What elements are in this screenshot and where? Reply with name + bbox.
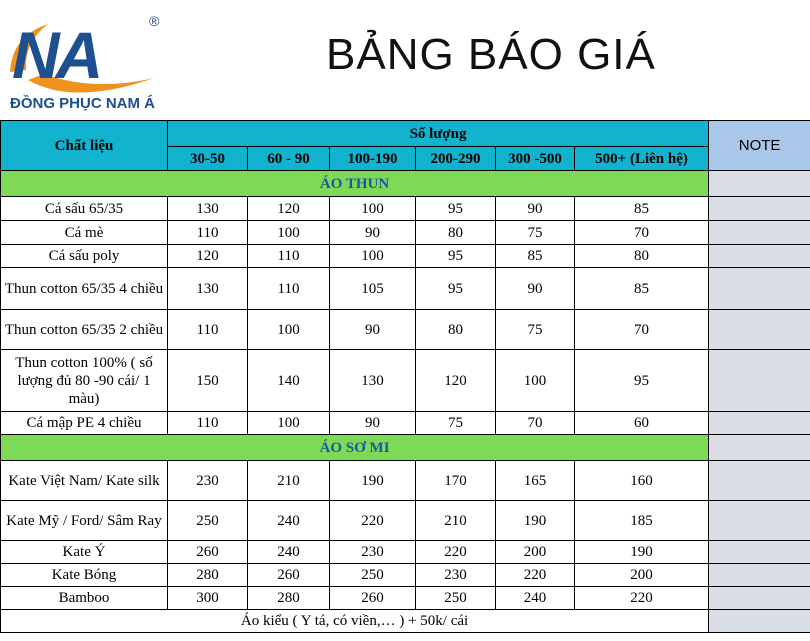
price-cell: 160 [575, 461, 709, 501]
price-cell: 75 [496, 310, 575, 350]
material-name: Cá sấu 65/35 [1, 197, 168, 221]
price-cell: 100 [330, 245, 416, 268]
logo-brand-name: ĐỒNG PHỤC NAM Á [10, 95, 155, 112]
price-cell: 220 [330, 501, 416, 541]
price-cell: 230 [330, 541, 416, 564]
page-title: BẢNG BÁO GIÁ [326, 30, 656, 79]
price-cell: 120 [168, 245, 248, 268]
price-cell: 95 [416, 197, 496, 221]
note-cell [709, 310, 810, 350]
material-name: Kate Bóng [1, 564, 168, 587]
price-cell: 190 [496, 501, 575, 541]
price-cell: 150 [168, 350, 248, 412]
note-cell [709, 197, 810, 221]
price-cell: 185 [575, 501, 709, 541]
quantity-header: Số lượng [168, 121, 709, 147]
price-table-body [1, 171, 810, 610]
footer-note: Áo kiểu ( Y tá, có viền,… ) + 50k/ cái [1, 610, 709, 633]
note-cell [709, 435, 810, 461]
price-cell: 110 [248, 268, 330, 310]
price-cell: 250 [330, 564, 416, 587]
material-name: Thun cotton 65/35 4 chiều [1, 268, 168, 310]
table-row [1, 587, 810, 610]
price-cell: 95 [416, 245, 496, 268]
price-cell: 250 [168, 501, 248, 541]
price-cell: 170 [416, 461, 496, 501]
table-row [1, 564, 810, 587]
note-cell [709, 541, 810, 564]
price-cell: 90 [330, 412, 416, 435]
table-row [1, 197, 810, 221]
table-row [1, 350, 810, 412]
material-header: Chất liệu [1, 121, 168, 171]
table-row [1, 221, 810, 245]
price-cell: 60 [575, 412, 709, 435]
material-name: Thun cotton 100% ( số lượng đủ 80 -90 cái/ 1 màu) [1, 350, 168, 412]
price-cell: 105 [330, 268, 416, 310]
quantity-range-0: 30-50 [168, 147, 248, 171]
price-cell: 165 [496, 461, 575, 501]
price-cell: 130 [168, 268, 248, 310]
price-cell: 190 [330, 461, 416, 501]
price-cell: 95 [416, 268, 496, 310]
section-row [1, 435, 810, 461]
note-header: NOTE [709, 121, 810, 171]
note-cell [709, 501, 810, 541]
price-cell: 100 [248, 221, 330, 245]
price-cell: 260 [248, 564, 330, 587]
section-title: ÁO SƠ MI [1, 435, 709, 461]
price-cell: 80 [575, 245, 709, 268]
table-row [1, 268, 810, 310]
note-cell [709, 171, 810, 197]
table-row [1, 461, 810, 501]
logo-registered-mark: ® [149, 13, 160, 29]
material-name: Kate Ý [1, 541, 168, 564]
price-cell: 240 [248, 501, 330, 541]
material-name: Cá mè [1, 221, 168, 245]
price-cell: 90 [330, 310, 416, 350]
price-cell: 75 [416, 412, 496, 435]
price-cell: 85 [575, 197, 709, 221]
price-cell: 190 [575, 541, 709, 564]
price-cell: 110 [168, 221, 248, 245]
price-cell: 90 [496, 268, 575, 310]
price-cell: 140 [248, 350, 330, 412]
logo-letters: NA [12, 18, 100, 92]
note-cell [709, 587, 810, 610]
price-cell: 200 [496, 541, 575, 564]
price-cell: 110 [168, 412, 248, 435]
price-cell: 210 [416, 501, 496, 541]
price-cell: 100 [248, 412, 330, 435]
price-cell: 230 [416, 564, 496, 587]
price-cell: 240 [248, 541, 330, 564]
material-name: Kate Mỹ / Ford/ Sâm Ray [1, 501, 168, 541]
price-cell: 260 [168, 541, 248, 564]
note-cell [709, 564, 810, 587]
quantity-range-5: 500+ (Liên hệ) [575, 147, 709, 171]
price-cell: 100 [330, 197, 416, 221]
price-cell: 260 [330, 587, 416, 610]
section-title: ÁO THUN [1, 171, 709, 197]
material-name: Cá mập PE 4 chiều [1, 412, 168, 435]
price-cell: 85 [575, 268, 709, 310]
price-cell: 120 [248, 197, 330, 221]
price-cell: 95 [575, 350, 709, 412]
table-row [1, 245, 810, 268]
table-row [1, 541, 810, 564]
price-table [0, 120, 810, 633]
price-cell: 90 [330, 221, 416, 245]
note-cell [709, 610, 810, 633]
note-cell [709, 412, 810, 435]
note-cell [709, 350, 810, 412]
price-cell: 280 [168, 564, 248, 587]
price-cell: 70 [575, 310, 709, 350]
price-cell: 240 [496, 587, 575, 610]
quantity-range-1: 60 - 90 [248, 147, 330, 171]
note-cell [709, 221, 810, 245]
price-cell: 70 [496, 412, 575, 435]
price-cell: 200 [575, 564, 709, 587]
quantity-range-2: 100-190 [330, 147, 416, 171]
material-name: Bamboo [1, 587, 168, 610]
price-cell: 220 [416, 541, 496, 564]
material-name: Cá sấu poly [1, 245, 168, 268]
price-cell: 210 [248, 461, 330, 501]
price-cell: 110 [168, 310, 248, 350]
nam-a-logo [4, 8, 176, 116]
note-cell [709, 461, 810, 501]
page-header [0, 0, 810, 120]
material-name: Kate Việt Nam/ Kate silk [1, 461, 168, 501]
price-cell: 75 [496, 221, 575, 245]
price-cell: 85 [496, 245, 575, 268]
table-row [1, 310, 810, 350]
price-cell: 130 [330, 350, 416, 412]
price-cell: 70 [575, 221, 709, 245]
price-cell: 280 [248, 587, 330, 610]
price-cell: 300 [168, 587, 248, 610]
price-cell: 110 [248, 245, 330, 268]
price-cell: 90 [496, 197, 575, 221]
price-cell: 100 [248, 310, 330, 350]
section-row [1, 171, 810, 197]
price-cell: 220 [575, 587, 709, 610]
price-cell: 100 [496, 350, 575, 412]
price-cell: 230 [168, 461, 248, 501]
price-cell: 250 [416, 587, 496, 610]
table-row [1, 412, 810, 435]
price-cell: 220 [496, 564, 575, 587]
note-cell [709, 268, 810, 310]
material-name: Thun cotton 65/35 2 chiều [1, 310, 168, 350]
quantity-range-4: 300 -500 [496, 147, 575, 171]
quantity-range-3: 200-290 [416, 147, 496, 171]
note-cell [709, 245, 810, 268]
price-cell: 130 [168, 197, 248, 221]
price-cell: 80 [416, 310, 496, 350]
table-row [1, 501, 810, 541]
price-cell: 120 [416, 350, 496, 412]
price-cell: 80 [416, 221, 496, 245]
